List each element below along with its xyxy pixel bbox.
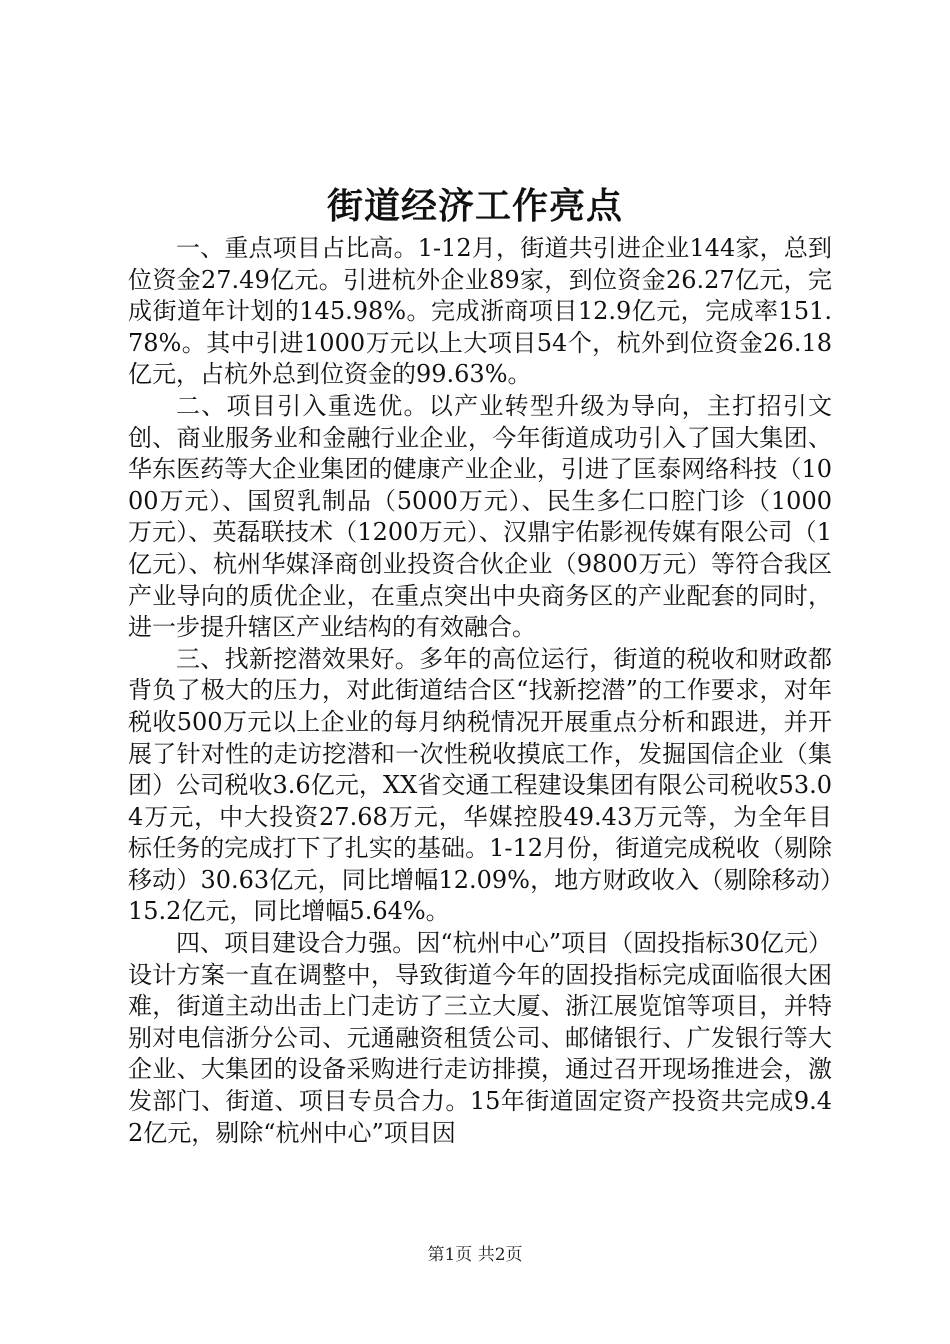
document-title: 街道经济工作亮点 [326,185,623,227]
document-body [128,233,832,1149]
paragraph-project-construction: 四、项目建设合力强。因“杭州中心”项目（固投指标30亿元）设计方案一直在调整中，导致街道今年的固投指标完成面临很大困难，街道主动出击上门走访了三立大厦、浙江展览馆等项目，并特别对电信浙分公司、元通融资租赁公司、邮储银行、广发银行等大企业、大集团的设备采购进行走访排摸，通过召开现场推进会，激发部门、街道、项目专员合力。15年街道固定资产投资共完成9.42亿元，剔除“杭州中心”项目因 [128,929,832,1147]
paragraph-tax-potential: 三、找新挖潜效果好。多年的高位运行，街道的税收和财政都背负了极大的压力，对此街道结合区“找新挖潜”的工作要求，对年税收500万元以上企业的每月纳税情况开展重点分析和跟进，并开展了针对性的走访挖潜和一次性税收摸底工作，发掘国信企业（集团）公司税收3.6亿元，XX省交通工程建设集团有限公司税收53.04万元，中大投资27.68万元，华媒控股49.43万元等，为全年目标任务的完成打下了扎实的基础。1-12月份，街道完成税收（剔除移动）30.63亿元，同比增幅12.09%，地方财政收入（剔除移动）15.2亿元，同比增幅5.64%。 [128,644,832,926]
page-number-footer: 第1页 共2页 [427,1245,523,1265]
paragraph-key-projects: 一、重点项目占比高。1-12月，街道共引进企业144家，总到位资金27.49亿元。引进杭外企业89家，到位资金26.27亿元，完成街道年计划的145.98%。完成浙商项目12.9亿元，完成率151.78%。其中引进1000万元以上大项目54个，杭外到位资金26.18亿元，占杭外总到位资金的99.63%。 [128,234,832,389]
paragraph-project-selection: 二、项目引入重选优。以产业转型升级为导向，主打招引文创、商业服务业和金融行业企业，今年街道成功引入了国大集团、华东医药等大企业集团的健康产业企业，引进了匡泰网络科技（1000万元）、国贸乳制品（5000万元）、民生多仁口腔门诊（1000万元）、英磊联技术（1200万元）、汉鼎宇佑影视传媒有限公司（1亿元）、杭州华媒泽商创业投资合伙企业（9800万元）等符合我区产业导向的质优企业，在重点突出中央商务区的产业配套的同时，进一步提升辖区产业结构的有效融合。 [128,391,832,642]
